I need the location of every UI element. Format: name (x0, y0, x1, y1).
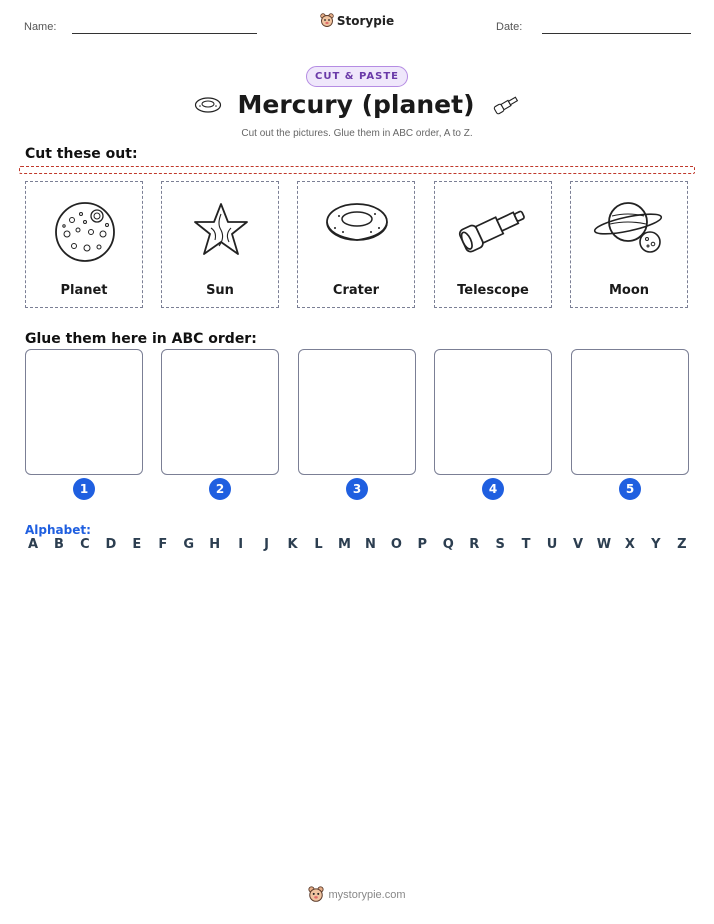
cut-card-telescope[interactable] (434, 181, 552, 308)
alphabet-letter: K (287, 537, 298, 552)
brand-logo (0, 13, 714, 28)
alphabet-letter: H (209, 537, 221, 552)
cut-card-planet[interactable] (25, 181, 143, 308)
glue-slot-3[interactable] (298, 349, 416, 475)
cut-card-crater[interactable] (297, 181, 415, 308)
alphabet-letter: G (183, 537, 195, 552)
alphabet-letter: F (158, 537, 168, 552)
sun-icon (181, 192, 261, 264)
alphabet-letter: Y (651, 537, 661, 552)
alphabet-letter: W (596, 537, 612, 552)
alphabet-letter: L (314, 537, 323, 552)
cut-card-sun[interactable] (161, 181, 279, 308)
alphabet-letter: B (53, 537, 64, 552)
alphabet-letter: J (264, 537, 269, 552)
footer (0, 886, 714, 903)
bear-icon (320, 13, 334, 28)
alphabet-letter: C (80, 537, 90, 552)
planet-icon (45, 192, 125, 264)
cut-card-moon[interactable] (570, 181, 688, 308)
bear-icon (308, 886, 324, 903)
glue-slot-5[interactable] (571, 349, 689, 475)
alphabet-letter: D (105, 537, 117, 552)
name-line[interactable] (72, 33, 257, 34)
cut-line (19, 166, 695, 174)
badge-wrap (0, 66, 714, 87)
slot-number: 5 (619, 478, 641, 500)
alphabet-label: Alphabet: (25, 523, 91, 537)
alphabet-letter: N (364, 537, 376, 552)
date-line[interactable] (542, 33, 691, 34)
alphabet-letter: U (546, 537, 558, 552)
telescope-icon (454, 192, 534, 264)
slot-number: 1 (73, 478, 95, 500)
brand-name: Storypie (336, 13, 395, 28)
alphabet-letter: P (417, 537, 428, 552)
glue-heading: Glue them here in ABC order: (25, 331, 257, 347)
alphabet-letter: Q (442, 537, 454, 552)
footer-url[interactable]: mystorypie.com (328, 888, 406, 901)
cut-heading: Cut these out: (25, 146, 138, 162)
glue-slot-4[interactable] (434, 349, 552, 475)
telescope-icon (491, 94, 521, 116)
alphabet-letter: M (337, 537, 351, 552)
activity-badge: CUT & PASTE (306, 66, 408, 87)
slot-number: 4 (482, 478, 504, 500)
card-label: Moon (608, 283, 650, 298)
alphabet-letter: I (238, 537, 244, 552)
card-label: Planet (60, 283, 108, 298)
slot-number: 2 (209, 478, 231, 500)
alphabet-letter: A (27, 537, 39, 552)
card-label: Sun (206, 283, 234, 298)
name-label: Name: (24, 21, 57, 33)
slot-number: 3 (346, 478, 368, 500)
alphabet-letter: S (495, 537, 505, 552)
title-row (0, 90, 714, 119)
alphabet-letter: E (132, 537, 142, 552)
glue-slot-2[interactable] (161, 349, 279, 475)
instructions: Cut out the pictures. Glue them in ABC order, A to Z. (241, 128, 473, 139)
alphabet-letter: O (390, 537, 402, 552)
alphabet-letter: V (572, 537, 584, 552)
alphabet-letter: R (469, 537, 480, 552)
alphabet-row (25, 537, 690, 552)
alphabet-letter: T (521, 537, 531, 552)
alphabet-letter: X (624, 537, 635, 552)
glue-slot-1[interactable] (25, 349, 143, 475)
card-label: Telescope (457, 283, 529, 298)
page-title: Mercury (planet) (237, 90, 475, 119)
crater-icon (317, 192, 397, 264)
date-label: Date: (496, 21, 523, 33)
moon-icon (590, 192, 670, 264)
crater-icon (194, 96, 222, 114)
alphabet-letter: Z (677, 537, 687, 552)
card-label: Crater (332, 283, 380, 298)
